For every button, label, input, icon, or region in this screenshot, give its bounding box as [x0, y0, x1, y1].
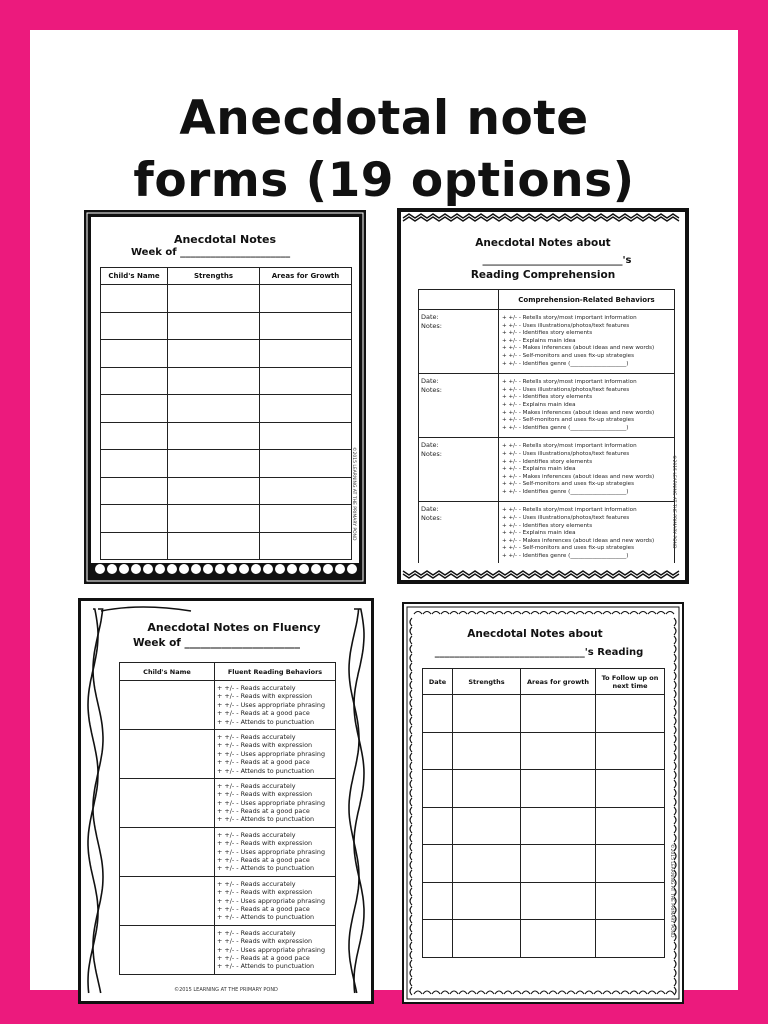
table-row	[419, 502, 675, 563]
table-row	[120, 778, 336, 827]
table-cell	[260, 505, 352, 533]
child-name-cell	[120, 681, 215, 730]
table-cell	[260, 285, 352, 313]
behaviors-cell	[215, 681, 336, 730]
table-cell	[168, 367, 260, 395]
table-row	[419, 310, 675, 374]
child-name-cell	[120, 876, 215, 925]
page-title	[30, 88, 738, 212]
form-1-thumbnail	[84, 210, 366, 584]
behavior-item: + +/- - Attends to punctuation	[217, 717, 315, 726]
form-2-header-behaviors: Comprehension-Related Behaviors	[499, 290, 675, 310]
form-2-sheet	[404, 215, 682, 563]
table-cell	[168, 505, 260, 533]
table-cell	[260, 395, 352, 423]
behavior-item: + +/- - Makes inferences (about ideas and new words)	[502, 473, 655, 480]
behavior-item: + +/- - Reads accurately	[217, 928, 296, 937]
behavior-item: + +/- - Reads at a good pace	[217, 709, 310, 718]
table-cell	[521, 807, 596, 845]
behavior-item: + +/- - Reads at a good pace	[217, 758, 310, 767]
behavior-item: + +/- - Reads at a good pace	[217, 807, 310, 816]
behavior-item: + +/- - Makes inferences (about ideas and new words)	[502, 537, 655, 544]
table-row	[423, 807, 665, 845]
table-cell	[453, 770, 521, 808]
table-row	[423, 882, 665, 920]
table-cell	[423, 807, 453, 845]
table-row	[419, 438, 675, 502]
date-notes-cell	[419, 310, 499, 374]
form-4-header-follow-up: To Follow up on next time	[596, 669, 665, 695]
behavior-item: + +/- - Reads with expression	[217, 839, 313, 848]
table-cell	[101, 422, 168, 450]
behaviors-cell	[499, 438, 675, 502]
table-row	[120, 925, 336, 974]
behaviors-cell	[499, 502, 675, 563]
table-row	[423, 770, 665, 808]
table-cell	[260, 340, 352, 368]
behavior-item: + +/- - Identifies genre (____________________)	[502, 360, 629, 367]
form-4-header-date: Date	[423, 669, 453, 695]
table-cell	[423, 845, 453, 883]
form-4-title: Anecdotal Notes about	[467, 628, 603, 640]
form-1-sheet	[91, 217, 359, 563]
behavior-item: + +/- - Uses appropriate phrasing	[217, 798, 326, 807]
table-cell	[596, 845, 665, 883]
table-cell	[521, 845, 596, 883]
behavior-item: + +/- - Uses illustrations/photos/text features	[502, 450, 630, 457]
form-2-table	[418, 289, 675, 563]
behavior-item: + +/- - Explains main idea	[502, 337, 576, 344]
date-notes-cell	[419, 438, 499, 502]
behavior-item: + +/- - Reads at a good pace	[217, 953, 310, 962]
behavior-item: + +/- - Explains main idea	[502, 530, 576, 537]
form-2-copyright: ©2015 LEARNING AT THE PRIMARY POND	[671, 455, 676, 549]
table-cell	[101, 312, 168, 340]
behavior-item: + +/- - Reads at a good pace	[217, 856, 310, 865]
behavior-item: + +/- - Uses appropriate phrasing	[217, 700, 326, 709]
child-name-cell	[120, 827, 215, 876]
table-cell	[453, 882, 521, 920]
behaviors-cell	[215, 925, 336, 974]
behaviors-cell	[215, 827, 336, 876]
behavior-item: + +/- - Attends to punctuation	[217, 913, 315, 922]
table-cell	[260, 532, 352, 560]
behavior-item: + +/- - Retells story/most important information	[502, 443, 637, 450]
behavior-item: + +/- - Attends to punctuation	[217, 864, 315, 873]
form-3-week-line: Week of ______________________	[133, 637, 301, 649]
table-cell	[596, 770, 665, 808]
form-1-copyright: ©2015 LEARNING AT THE PRIMARY POND	[351, 447, 356, 541]
form-1-header-areas-for-growth: Areas for Growth	[260, 268, 352, 285]
table-row	[120, 729, 336, 778]
form-4-thumbnail	[402, 602, 684, 1004]
behavior-item: + +/- - Reads at a good pace	[217, 904, 310, 913]
form-3-header-child-name: Child's Name	[120, 663, 215, 681]
behavior-item: + +/- - Reads accurately	[217, 684, 296, 692]
table-cell	[596, 695, 665, 733]
table-row	[423, 732, 665, 770]
form-3-header-fluent-behaviors: Fluent Reading Behaviors	[215, 663, 336, 681]
notes-label: Notes:	[421, 450, 442, 459]
date-label: Date:	[421, 505, 439, 514]
form-2-thumbnail	[397, 208, 689, 584]
form-1-header-strengths: Strengths	[168, 268, 260, 285]
table-cell	[423, 920, 453, 958]
table-cell	[423, 732, 453, 770]
behavior-item: + +/- - Uses appropriate phrasing	[217, 749, 326, 758]
behavior-item: + +/- - Retells story/most important information	[502, 315, 637, 321]
page-title-line-2: forms (19 options)	[133, 153, 635, 208]
form-3-thumbnail	[78, 598, 374, 1004]
form-2-title: Anecdotal Notes about	[475, 237, 611, 249]
table-row	[101, 450, 352, 478]
behavior-item: + +/- - Reads accurately	[217, 732, 296, 741]
form-3-title: Anecdotal Notes on Fluency	[147, 621, 321, 634]
behavior-item: + +/- - Identifies genre (____________________)	[502, 488, 629, 495]
table-cell	[596, 882, 665, 920]
behavior-item: + +/- - Uses appropriate phrasing	[217, 847, 326, 856]
behavior-item: + +/- - Identifies story elements	[502, 330, 593, 337]
form-1-title: Anecdotal Notes	[173, 233, 277, 246]
form-1-table	[100, 267, 352, 560]
table-cell	[596, 807, 665, 845]
behavior-item: + +/- - Uses illustrations/photos/text features	[502, 386, 630, 393]
table-cell	[168, 477, 260, 505]
form-4-copyright: ©2015 LEARNING AT THE PRIMARY POND	[669, 844, 674, 938]
behavior-item: + +/- - Reads accurately	[217, 830, 296, 839]
table-row	[423, 920, 665, 958]
child-name-cell	[120, 778, 215, 827]
table-cell	[423, 770, 453, 808]
table-cell	[101, 532, 168, 560]
table-cell	[101, 395, 168, 423]
table-row	[120, 681, 336, 730]
page-title-line-1: Anecdotal note	[179, 91, 589, 146]
behavior-item: + +/- - Reads with expression	[217, 790, 313, 799]
notes-label: Notes:	[421, 386, 442, 395]
table-row	[101, 395, 352, 423]
form-2-name-blank: ____________________________'s	[482, 255, 632, 266]
form-2-header-blank	[419, 290, 499, 310]
table-cell	[168, 532, 260, 560]
behavior-item: + +/- - Reads with expression	[217, 937, 313, 946]
behaviors-cell	[215, 778, 336, 827]
table-cell	[168, 285, 260, 313]
behavior-item: + +/- - Identifies story elements	[502, 394, 593, 401]
behavior-item: + +/- - Retells story/most important information	[502, 507, 637, 514]
table-cell	[521, 695, 596, 733]
date-label: Date:	[421, 313, 439, 321]
table-cell	[260, 477, 352, 505]
table-cell	[101, 505, 168, 533]
behavior-item: + +/- - Identifies genre (____________________)	[502, 424, 629, 431]
behavior-item: + +/- - Uses appropriate phrasing	[217, 945, 326, 954]
table-row	[101, 477, 352, 505]
table-cell	[521, 770, 596, 808]
behavior-item: + +/- - Explains main idea	[502, 401, 576, 408]
behavior-item: + +/- - Self-monitors and uses fix-up strategies	[502, 545, 634, 552]
form-2-subtitle: Reading Comprehension	[470, 269, 616, 281]
table-cell	[521, 732, 596, 770]
behaviors-cell	[215, 729, 336, 778]
table-cell	[168, 312, 260, 340]
table-cell	[168, 450, 260, 478]
behavior-item: + +/- - Identifies genre (____________________)	[502, 553, 629, 560]
table-row	[423, 695, 665, 733]
table-row	[101, 312, 352, 340]
table-cell	[168, 422, 260, 450]
white-panel	[30, 30, 738, 993]
table-row	[120, 876, 336, 925]
table-cell	[521, 882, 596, 920]
behaviors-cell	[499, 310, 675, 374]
table-cell	[423, 695, 453, 733]
form-3-copyright: ©2015 LEARNING AT THE PRIMARY POND	[174, 987, 278, 993]
table-cell	[260, 312, 352, 340]
date-label: Date:	[421, 377, 439, 386]
behavior-item: + +/- - Identifies story elements	[502, 522, 593, 529]
notes-label: Notes:	[421, 322, 442, 330]
table-cell	[453, 845, 521, 883]
date-label: Date:	[421, 441, 439, 450]
behavior-item: + +/- - Reads with expression	[217, 888, 313, 897]
table-row	[101, 532, 352, 560]
form-1-header-child-name: Child's Name	[101, 268, 168, 285]
date-notes-cell	[419, 374, 499, 438]
behavior-item: + +/- - Makes inferences (about ideas and new words)	[502, 345, 655, 352]
table-row	[101, 367, 352, 395]
behavior-item: + +/- - Attends to punctuation	[217, 815, 315, 824]
form-3-table	[119, 662, 336, 975]
table-cell	[453, 920, 521, 958]
notes-label: Notes:	[421, 514, 442, 523]
behavior-item: + +/- - Uses illustrations/photos/text features	[502, 515, 630, 522]
behavior-item: + +/- - Retells story/most important information	[502, 379, 637, 386]
table-cell	[596, 732, 665, 770]
table-cell	[101, 285, 168, 313]
table-cell	[423, 882, 453, 920]
table-cell	[260, 450, 352, 478]
behaviors-cell	[215, 876, 336, 925]
table-row	[101, 505, 352, 533]
form-4-name-blank: ______________________________'s Reading	[434, 647, 644, 658]
behavior-item: + +/- - Self-monitors and uses fix-up strategies	[502, 352, 634, 359]
form-1-week-line: Week of ______________________	[131, 247, 291, 258]
table-row	[101, 422, 352, 450]
form-4-header-strengths: Strengths	[453, 669, 521, 695]
table-cell	[453, 695, 521, 733]
table-cell	[101, 450, 168, 478]
behavior-item: + +/- - Makes inferences (about ideas and new words)	[502, 409, 655, 416]
behavior-item: + +/- - Reads accurately	[217, 781, 296, 790]
behavior-item: + +/- - Reads with expression	[217, 692, 313, 701]
behavior-item: + +/- - Self-monitors and uses fix-up strategies	[502, 417, 634, 424]
table-cell	[596, 920, 665, 958]
behavior-item: + +/- - Explains main idea	[502, 466, 576, 473]
date-notes-cell	[419, 502, 499, 563]
table-cell	[260, 422, 352, 450]
behavior-item: + +/- - Uses appropriate phrasing	[217, 896, 326, 905]
table-cell	[101, 367, 168, 395]
table-row	[101, 285, 352, 313]
behaviors-cell	[499, 374, 675, 438]
table-row	[423, 845, 665, 883]
child-name-cell	[120, 729, 215, 778]
table-cell	[168, 395, 260, 423]
behavior-item: + +/- - Self-monitors and uses fix-up strategies	[502, 481, 634, 488]
table-row	[419, 374, 675, 438]
table-cell	[101, 340, 168, 368]
behavior-item: + +/- - Reads with expression	[217, 741, 313, 750]
table-cell	[453, 807, 521, 845]
table-cell	[521, 920, 596, 958]
behavior-item: + +/- - Attends to punctuation	[217, 962, 315, 971]
table-row	[101, 340, 352, 368]
table-cell	[101, 477, 168, 505]
table-row	[120, 827, 336, 876]
table-cell	[260, 367, 352, 395]
behavior-item: + +/- - Reads accurately	[217, 879, 296, 888]
table-cell	[168, 340, 260, 368]
form-4-table	[422, 668, 665, 958]
behavior-item: + +/- - Uses illustrations/photos/text features	[502, 322, 630, 329]
behavior-item: + +/- - Attends to punctuation	[217, 766, 315, 775]
table-cell	[453, 732, 521, 770]
form-4-header-areas-for-growth: Areas for growth	[521, 669, 596, 695]
child-name-cell	[120, 925, 215, 974]
behavior-item: + +/- - Identifies story elements	[502, 458, 593, 465]
